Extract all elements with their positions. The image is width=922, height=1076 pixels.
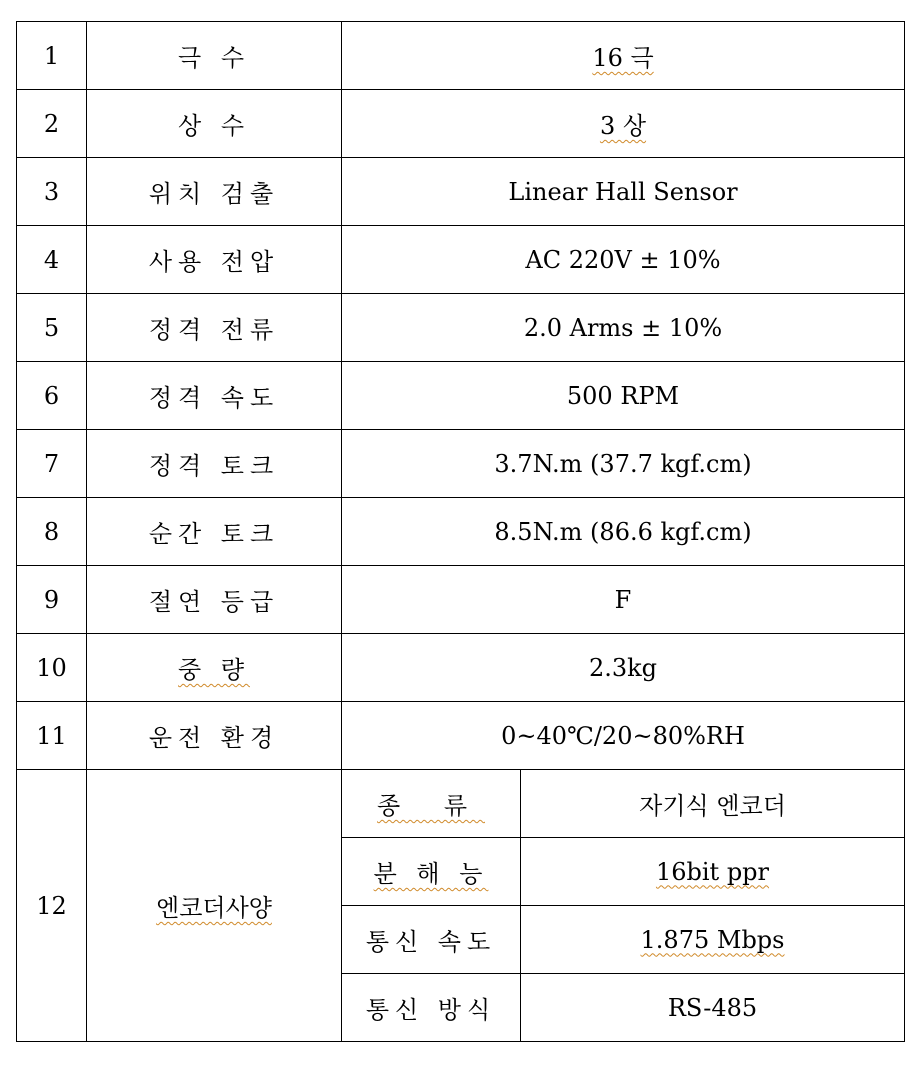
row-value: AC 220V ± 10% xyxy=(342,226,905,294)
row-value: 3 상 xyxy=(342,90,905,158)
spec-table xyxy=(16,21,905,1042)
row-value: 3.7N.m (37.7 kgf.cm) xyxy=(342,430,905,498)
row-number: 11 xyxy=(17,702,87,770)
row-number: 5 xyxy=(17,294,87,362)
table-row xyxy=(17,566,905,634)
encoder-item-label: 통신 속도 xyxy=(342,906,521,974)
encoder-item-label: 통신 방식 xyxy=(342,974,521,1042)
table-row xyxy=(17,362,905,430)
table-row xyxy=(17,770,905,838)
row-number: 10 xyxy=(17,634,87,702)
row-label: 정격 속도 xyxy=(87,362,342,430)
table-row xyxy=(17,226,905,294)
row-number: 2 xyxy=(17,90,87,158)
row-number: 4 xyxy=(17,226,87,294)
table-row xyxy=(17,430,905,498)
row-label: 극 수 xyxy=(87,22,342,90)
row-value: 0~40℃/20~80%RH xyxy=(342,702,905,770)
row-label: 상 수 xyxy=(87,90,342,158)
table-row xyxy=(17,294,905,362)
row-value: 8.5N.m (86.6 kgf.cm) xyxy=(342,498,905,566)
table-row xyxy=(17,158,905,226)
table-row xyxy=(17,498,905,566)
row-value: F xyxy=(342,566,905,634)
row-value: 500 RPM xyxy=(342,362,905,430)
row-label: 정격 토크 xyxy=(87,430,342,498)
row-value: Linear Hall Sensor xyxy=(342,158,905,226)
row-value: 2.0 Arms ± 10% xyxy=(342,294,905,362)
row-number: 6 xyxy=(17,362,87,430)
encoder-item-label: 분 해 능 xyxy=(342,838,521,906)
row-number: 8 xyxy=(17,498,87,566)
row-label: 운전 환경 xyxy=(87,702,342,770)
row-label: 절연 등급 xyxy=(87,566,342,634)
row-label: 중 량 xyxy=(87,634,342,702)
table-row xyxy=(17,22,905,90)
table-row xyxy=(17,90,905,158)
encoder-item-value: 자기식 엔코더 xyxy=(521,770,905,838)
row-number: 1 xyxy=(17,22,87,90)
row-label: 정격 전류 xyxy=(87,294,342,362)
row-number: 12 xyxy=(17,770,87,1042)
row-label: 사용 전압 xyxy=(87,226,342,294)
row-number: 7 xyxy=(17,430,87,498)
encoder-label: 엔코더사양 xyxy=(87,770,342,1042)
encoder-item-value: 16bit ppr xyxy=(521,838,905,906)
row-number: 9 xyxy=(17,566,87,634)
row-value: 2.3kg xyxy=(342,634,905,702)
table-row xyxy=(17,634,905,702)
row-label: 순간 토크 xyxy=(87,498,342,566)
table-row xyxy=(17,702,905,770)
row-label: 위치 검출 xyxy=(87,158,342,226)
encoder-item-label: 종 류 xyxy=(342,770,521,838)
row-number: 3 xyxy=(17,158,87,226)
encoder-item-value: 1.875 Mbps xyxy=(521,906,905,974)
encoder-item-value: RS-485 xyxy=(521,974,905,1042)
row-value: 16 극 xyxy=(342,22,905,90)
